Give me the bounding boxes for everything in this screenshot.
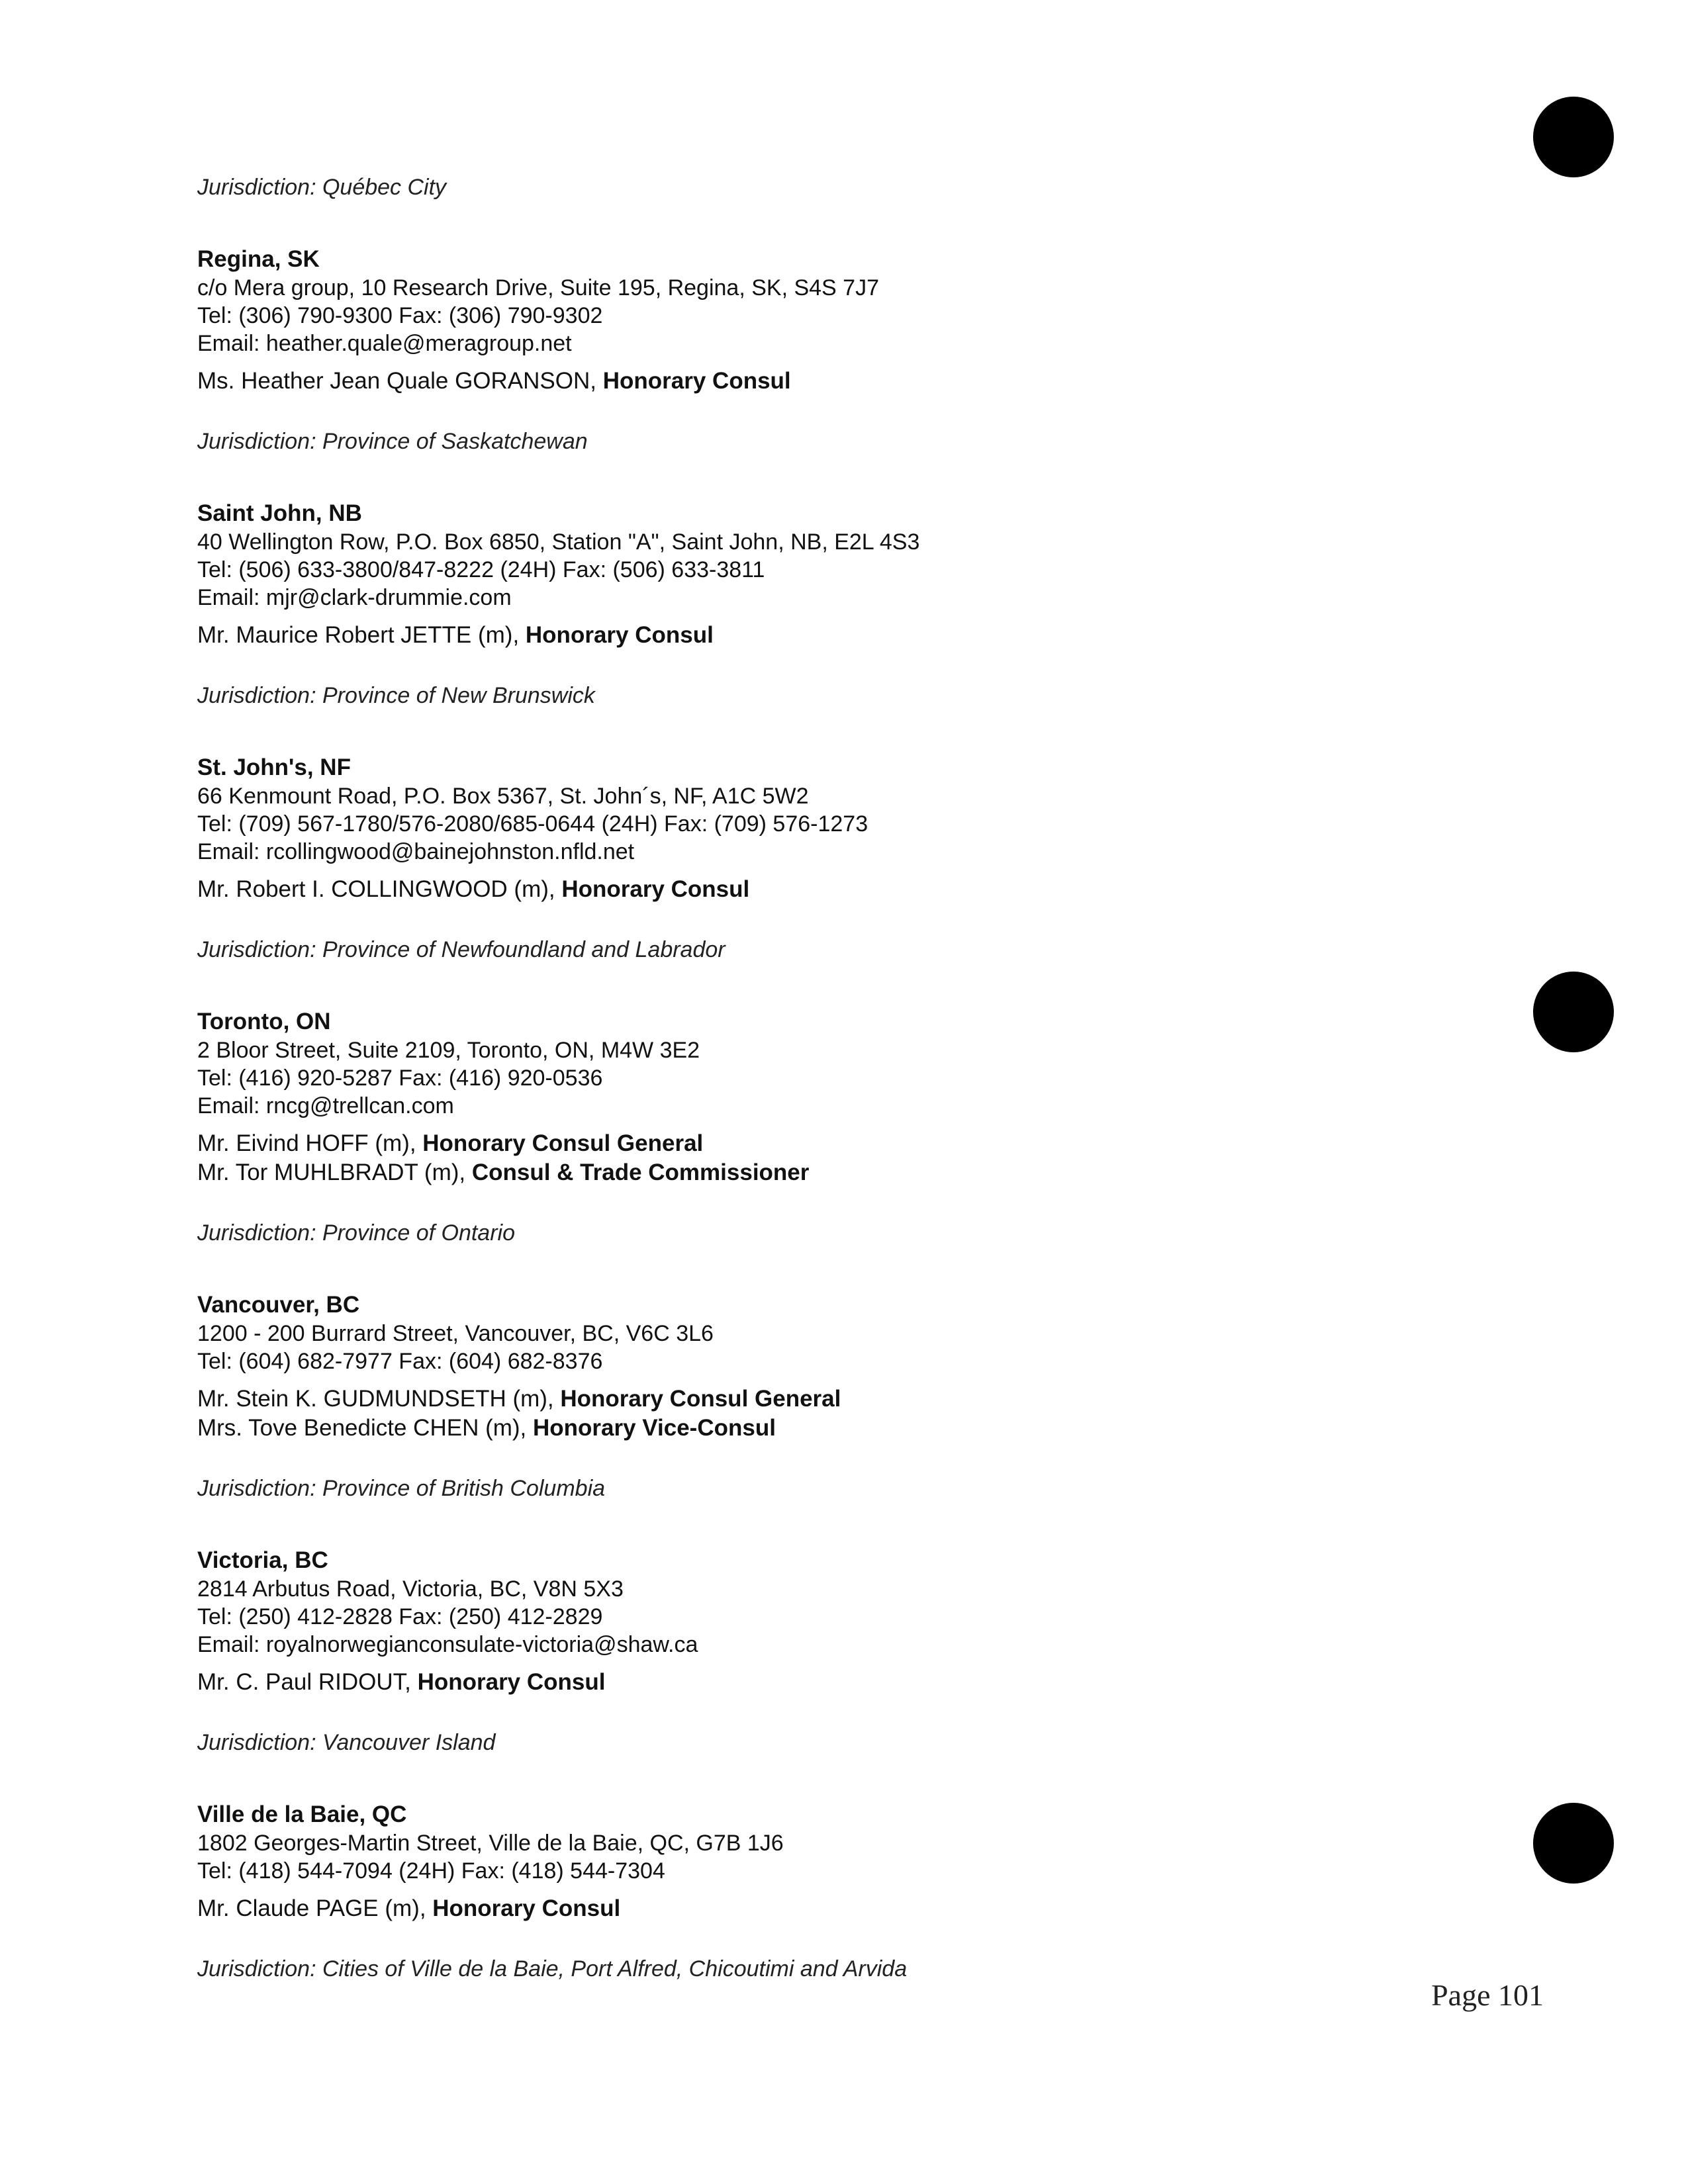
entry-title: Vancouver, BC bbox=[197, 1292, 360, 1318]
entry-address: c/o Mera group, 10 Research Drive, Suite 195, Regina, SK, S4S 7J7 bbox=[197, 275, 879, 300]
entry-tel-fax: Tel: (306) 790-9300 Fax: (306) 790-9302 bbox=[197, 303, 603, 328]
person-role: Honorary Consul General bbox=[422, 1130, 704, 1156]
entry-address: 2814 Arbutus Road, Victoria, BC, V8N 5X3 bbox=[197, 1576, 624, 1602]
jurisdiction-label: Jurisdiction: bbox=[197, 175, 316, 200]
entry-tel-fax: Tel: (604) 682-7977 Fax: (604) 682-8376 bbox=[197, 1349, 603, 1374]
jurisdiction-label: Jurisdiction: bbox=[197, 1476, 316, 1501]
entry-address: 66 Kenmount Road, P.O. Box 5367, St. John´s, NF, A1C 5W2 bbox=[197, 784, 809, 809]
entry-person bbox=[197, 367, 1488, 396]
person-name: Mr. Robert I. COLLINGWOOD (m), bbox=[197, 876, 562, 902]
entry-email: Email: rcollingwood@bainejohnston.nfld.net bbox=[197, 839, 635, 864]
jurisdiction-value: Province of British Columbia bbox=[322, 1476, 606, 1501]
person-name: Mr. Maurice Robert JETTE (m), bbox=[197, 622, 526, 648]
entry-jurisdiction bbox=[197, 1475, 1488, 1502]
entry-tel-fax: Tel: (250) 412-2828 Fax: (250) 412-2829 bbox=[197, 1604, 603, 1629]
entry-address: 40 Wellington Row, P.O. Box 6850, Station "A", Saint John, NB, E2L 4S3 bbox=[197, 529, 920, 555]
person-name: Mr. Claude PAGE (m), bbox=[197, 1895, 433, 1921]
entry-email: Email: mjr@clark-drummie.com bbox=[197, 585, 512, 610]
jurisdiction-value: Province of Ontario bbox=[322, 1220, 515, 1246]
entry-person bbox=[197, 1414, 1488, 1443]
entry-jurisdiction bbox=[197, 1219, 1488, 1247]
entry-tel-fax: Tel: (418) 544-7094 (24H) Fax: (418) 544-7304 bbox=[197, 1858, 665, 1884]
consulate-entry-ville-de-la-baie bbox=[197, 1800, 1488, 1983]
entry-jurisdiction bbox=[197, 428, 1488, 455]
consulate-entry-saint-john bbox=[197, 499, 1488, 709]
person-name: Mr. Eivind HOFF (m), bbox=[197, 1130, 423, 1156]
entry-tel-fax: Tel: (506) 633-3800/847-8222 (24H) Fax: (506) 633-3811 bbox=[197, 557, 765, 582]
entry-jurisdiction bbox=[197, 1955, 1488, 1983]
person-role: Consul & Trade Commissioner bbox=[471, 1160, 810, 1185]
entry-email: Email: heather.quale@meragroup.net bbox=[197, 331, 572, 356]
entry-person bbox=[197, 1158, 1488, 1187]
consulate-entry-vancouver bbox=[197, 1291, 1488, 1502]
jurisdiction-value: Vancouver Island bbox=[322, 1730, 496, 1755]
person-role: Honorary Consul bbox=[525, 622, 714, 648]
entry-tel-fax: Tel: (416) 920-5287 Fax: (416) 920-0536 bbox=[197, 1066, 603, 1091]
entry-title: St. John's, NF bbox=[197, 754, 351, 780]
jurisdiction-value: Province of New Brunswick bbox=[322, 683, 595, 708]
jurisdiction-label: Jurisdiction: bbox=[197, 1220, 316, 1246]
jurisdiction-value: Province of Saskatchewan bbox=[322, 429, 588, 454]
entry-jurisdiction bbox=[197, 1729, 1488, 1756]
punch-hole-bottom bbox=[1533, 1803, 1614, 1884]
jurisdiction-label: Jurisdiction: bbox=[197, 1956, 316, 1981]
entry-jurisdiction bbox=[197, 936, 1488, 964]
person-name: Mrs. Tove Benedicte CHEN (m), bbox=[197, 1415, 533, 1441]
entry-title: Regina, SK bbox=[197, 246, 320, 272]
jurisdiction-value: Cities of Ville de la Baie, Port Alfred, Chicoutimi and Arvida bbox=[322, 1956, 908, 1981]
entry-person bbox=[197, 1129, 1488, 1158]
person-name: Mr. Tor MUHLBRADT (m), bbox=[197, 1160, 472, 1185]
entry-person bbox=[197, 1385, 1488, 1414]
entry-person bbox=[197, 1668, 1488, 1697]
entry-email: Email: rncg@trellcan.com bbox=[197, 1093, 454, 1118]
entry-person bbox=[197, 1894, 1488, 1923]
jurisdiction-label: Jurisdiction: bbox=[197, 683, 316, 708]
consulate-entry-regina bbox=[197, 245, 1488, 455]
entry-jurisdiction bbox=[197, 682, 1488, 709]
person-name: Mr. Stein K. GUDMUNDSETH (m), bbox=[197, 1386, 561, 1412]
jurisdiction-label: Jurisdiction: bbox=[197, 937, 316, 962]
person-name: Mr. C. Paul RIDOUT, bbox=[197, 1669, 418, 1695]
entry-address: 1802 Georges-Martin Street, Ville de la Baie, QC, G7B 1J6 bbox=[197, 1831, 784, 1856]
entry-tel-fax: Tel: (709) 567-1780/576-2080/685-0644 (24H) Fax: (709) 576-1273 bbox=[197, 811, 868, 837]
person-role: Honorary Consul bbox=[602, 368, 791, 394]
consulate-entry-toronto bbox=[197, 1007, 1488, 1247]
person-role: Honorary Consul General bbox=[560, 1386, 841, 1412]
person-role: Honorary Consul bbox=[432, 1895, 621, 1921]
entry-address: 2 Bloor Street, Suite 2109, Toronto, ON, M4W 3E2 bbox=[197, 1038, 700, 1063]
person-name: Ms. Heather Jean Quale GORANSON, bbox=[197, 368, 603, 394]
consulate-entry-victoria bbox=[197, 1546, 1488, 1756]
jurisdiction-label: Jurisdiction: bbox=[197, 1730, 316, 1755]
person-role: Honorary Consul bbox=[561, 876, 750, 902]
page-number: Page 101 bbox=[1431, 1978, 1544, 2012]
consulate-entry-st-johns bbox=[197, 753, 1488, 964]
jurisdiction-label: Jurisdiction: bbox=[197, 429, 316, 454]
consulate-list bbox=[197, 173, 1488, 1983]
jurisdiction-quebec-city bbox=[197, 173, 1488, 201]
entry-title: Toronto, ON bbox=[197, 1009, 331, 1034]
entry-person bbox=[197, 875, 1488, 904]
entry-person bbox=[197, 621, 1488, 650]
entry-title: Victoria, BC bbox=[197, 1547, 328, 1573]
punch-hole-top bbox=[1533, 97, 1614, 177]
jurisdiction-value: Québec City bbox=[322, 175, 447, 200]
punch-hole-middle bbox=[1533, 972, 1614, 1052]
person-role: Honorary Consul bbox=[417, 1669, 606, 1695]
jurisdiction-value: Province of Newfoundland and Labrador bbox=[322, 937, 726, 962]
entry-address: 1200 - 200 Burrard Street, Vancouver, BC, V6C 3L6 bbox=[197, 1321, 714, 1346]
entry-email: Email: royalnorwegianconsulate-victoria@shaw.ca bbox=[197, 1632, 698, 1657]
entry-title: Ville de la Baie, QC bbox=[197, 1801, 407, 1827]
entry-title: Saint John, NB bbox=[197, 500, 362, 526]
person-role: Honorary Vice-Consul bbox=[533, 1415, 776, 1441]
